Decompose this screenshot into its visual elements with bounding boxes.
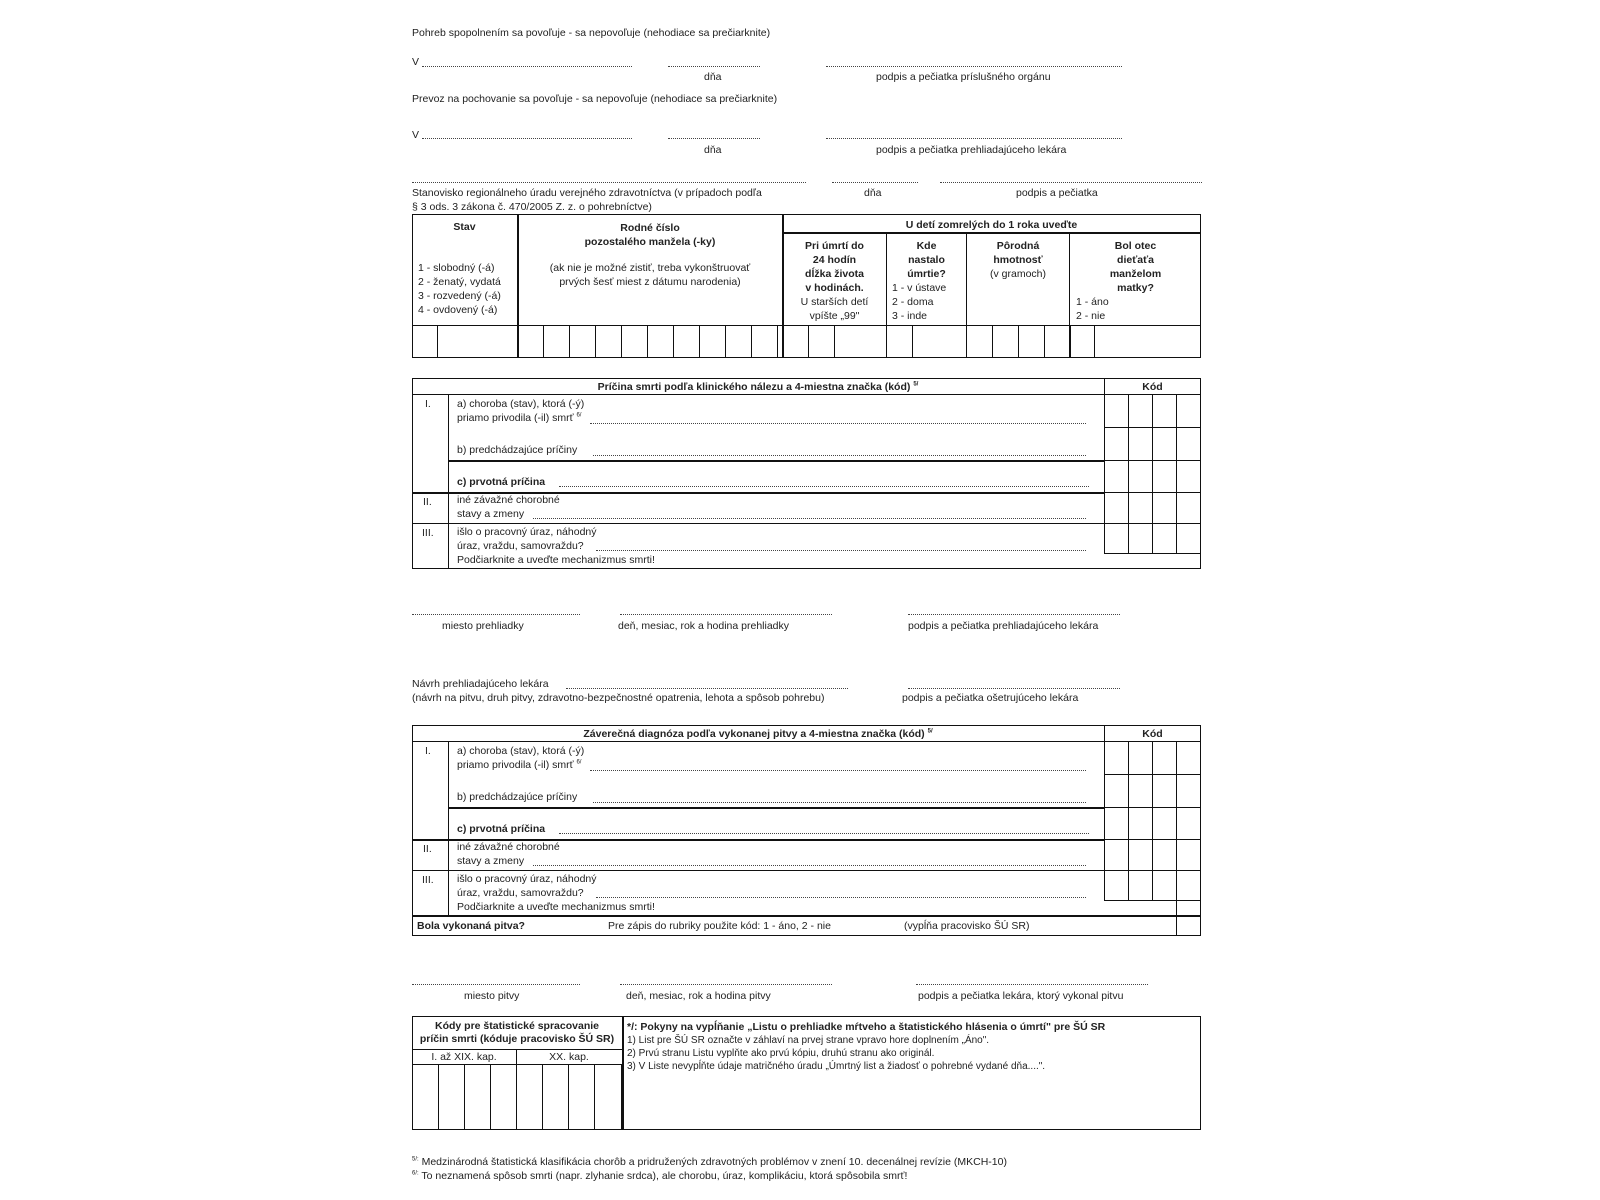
father-col-line: manželom: [1109, 268, 1162, 280]
cause-c-field[interactable]: [559, 833, 1089, 834]
autopsy-date-field[interactable]: [620, 984, 832, 985]
rc-digit-box[interactable]: [517, 325, 544, 358]
code-box[interactable]: [1152, 839, 1177, 871]
other-conditions-field[interactable]: [533, 865, 1086, 866]
code-box[interactable]: [1104, 839, 1129, 871]
weight-col-line: hmotnosť: [993, 254, 1043, 266]
hours-col-line: U starších detí: [800, 296, 869, 308]
rc-note-1: (ak nie je možné zistiť, treba vykonštruovať: [549, 262, 751, 274]
chapter-code-box[interactable]: [412, 1064, 439, 1130]
autopsy-filled-by: (vypĺňa pracovisko ŠÚ SR): [904, 920, 1030, 932]
chapter-xx-code-box[interactable]: [594, 1064, 622, 1130]
code-box[interactable]: [1176, 774, 1201, 808]
weight-col-line: (v gramoch): [989, 268, 1046, 280]
roman-numeral: I.: [425, 745, 431, 757]
signature-field[interactable]: [826, 138, 1122, 139]
rc-digit-box[interactable]: [543, 325, 570, 358]
date-label: dňa: [704, 144, 722, 156]
codes-title-2: príčin smrti (kóduje pracovisko ŠÚ SR): [419, 1033, 615, 1045]
signature-field[interactable]: [940, 182, 1202, 183]
cause-b-field[interactable]: [593, 455, 1086, 456]
chapter-xx-code-box[interactable]: [516, 1064, 543, 1130]
signature-doctor-label: podpis a pečiatka prehliadajúceho lekára: [876, 144, 1067, 156]
code-box[interactable]: [1128, 492, 1153, 524]
code-box[interactable]: [1152, 460, 1177, 493]
chapter-xx-code-box[interactable]: [568, 1064, 595, 1130]
cause-b-field[interactable]: [593, 802, 1086, 803]
weight-digit-box[interactable]: [992, 325, 1019, 358]
rc-digit-box[interactable]: [751, 325, 778, 358]
autopsy-place-field[interactable]: [412, 984, 580, 985]
code-box[interactable]: [1104, 460, 1129, 493]
chapter-xx-code-box[interactable]: [542, 1064, 569, 1130]
place-col-line: Kde: [916, 240, 937, 252]
cause-c-label: c) prvotná príčina: [457, 476, 546, 488]
other-conditions-line-1: iné závažné chorobné: [457, 494, 560, 506]
cause-a-line-1: a) choroba (stav), ktorá (-ý): [457, 745, 585, 757]
other-conditions-line-2: stavy a zmeny: [457, 855, 525, 867]
stav-option: 3 - rozvedený (-á): [418, 290, 501, 302]
weight-digit-box[interactable]: [966, 325, 993, 358]
instruction-item: 1) List pre ŠÚ SR označte v záhlaví na prvej strane vpravo hore doplnením „Áno".: [627, 1035, 990, 1046]
ruvz-line-1: Stanovisko regionálneho úradu verejného zdravotníctva (v prípadoch podľa: [412, 187, 762, 199]
chapter-code-box[interactable]: [438, 1064, 465, 1130]
code-box[interactable]: [1176, 870, 1201, 901]
code-box[interactable]: [1128, 427, 1153, 461]
ruvz-line-2: § 3 ods. 3 zákona č. 470/2005 Z. z. o pohrebníctve): [412, 201, 652, 213]
ruvz-field[interactable]: [412, 182, 806, 183]
transport-permission-line: Prevoz na pochovanie sa povoľuje - sa nepovoľuje (nehodiace sa prečiarknite): [412, 93, 778, 105]
cause-c-label: c) prvotná príčina: [457, 823, 546, 835]
code-box[interactable]: [1152, 774, 1177, 808]
roman-numeral: III.: [422, 527, 434, 539]
place-label: V: [412, 56, 420, 68]
footnote-5: $^{5/:}$ Medzinárodná štatistická klasifikácia chorôb a pridružených zdravotných problémov v znení 10. decenálnej revízie (MKCH-10): [412, 1156, 1007, 1168]
other-conditions-field[interactable]: [533, 518, 1086, 519]
code-column-header: Kód: [1142, 381, 1163, 393]
hours-col-line: 24 hodín: [812, 254, 857, 266]
instruction-item: 3) V Liste nevypĺňte údaje matričného úradu „Úmrtný list a žiadosť o pohrebné vydané dňa....".: [627, 1061, 1046, 1072]
other-conditions-line-1: iné závažné chorobné: [457, 841, 560, 853]
injury-field[interactable]: [596, 550, 1086, 551]
instruction-item: 2) Prvú stranu Listu vyplňte ako prvú kópiu, druhú stranu ako originál.: [627, 1048, 935, 1059]
cause-a-field[interactable]: [590, 423, 1086, 424]
code-column-header: Kód: [1142, 728, 1163, 740]
rc-header-1: Rodné číslo: [620, 222, 680, 234]
injury-line-2: úraz, vraždu, samovraždu?: [457, 540, 584, 552]
code-box[interactable]: [1152, 741, 1177, 775]
hours-col-line: v hodinách.: [805, 282, 864, 294]
place-code-box[interactable]: [886, 325, 913, 358]
autopsy-code-box[interactable]: [1176, 900, 1201, 936]
signature-field[interactable]: [826, 66, 1122, 67]
code-box[interactable]: [1176, 460, 1201, 493]
hours-col-line: vpíšte „99": [809, 310, 860, 322]
code-box[interactable]: [1176, 492, 1201, 524]
autopsy-question: Bola vykonaná pitva?: [417, 920, 525, 932]
roman-numeral: III.: [422, 874, 434, 886]
injury-line-1: išlo o pracovný úraz, náhodný: [457, 526, 597, 538]
autopsy-signature-label: podpis a pečiatka lekára, ktorý vykonal pitvu: [918, 990, 1124, 1002]
signature-stamp-label: podpis a pečiatka: [1016, 187, 1098, 199]
place-col-line: nastalo: [908, 254, 945, 266]
signature-organ-label: podpis a pečiatka príslušného orgánu: [876, 71, 1051, 83]
autopsy-date-label: deň, mesiac, rok a hodina pitvy: [626, 990, 771, 1002]
place-col-line: 3 - inde: [892, 310, 928, 322]
hours-col-line: dĺžka života: [805, 268, 864, 280]
place-col-line: úmrtie?: [907, 268, 946, 280]
cause-b-label: b) predchádzajúce príčiny: [457, 444, 578, 456]
codes-title-1: Kódy pre štatistické spracovanie: [435, 1020, 599, 1032]
rc-header-2: pozostalého manžela (-ky): [584, 236, 716, 248]
roman-numeral: I.: [425, 398, 431, 410]
code-box[interactable]: [1176, 427, 1201, 461]
place-col-line: 2 - doma: [892, 296, 934, 308]
date-label: dňa: [864, 187, 882, 199]
codes-col-2: XX. kap.: [549, 1051, 589, 1063]
code-box[interactable]: [1104, 523, 1129, 554]
place-field[interactable]: [422, 138, 632, 139]
injury-line-3: Podčiarknite a uveďte mechanizmus smrti!: [457, 901, 655, 913]
cause-a-line-2: priamo privodila (-il) smrť $^{6/}$: [457, 759, 582, 771]
code-box[interactable]: [1128, 807, 1153, 840]
rc-digit-box[interactable]: [595, 325, 622, 358]
code-box[interactable]: [1152, 427, 1177, 461]
chapter-code-box[interactable]: [490, 1064, 517, 1130]
father-code-box[interactable]: [1069, 325, 1095, 358]
autopsy-signature-field[interactable]: [916, 984, 1148, 985]
cause-a-line-1: a) choroba (stav), ktorá (-ý): [457, 398, 585, 410]
father-col-line: 1 - áno: [1076, 296, 1109, 308]
stav-option: 1 - slobodný (-á): [418, 262, 495, 274]
code-box[interactable]: [1152, 807, 1177, 840]
cause-b-label: b) predchádzajúce príčiny: [457, 791, 578, 803]
date-field[interactable]: [832, 182, 918, 183]
code-box[interactable]: [1176, 741, 1201, 775]
injury-field[interactable]: [596, 897, 1086, 898]
cause-c-field[interactable]: [559, 486, 1089, 487]
rc-digit-box[interactable]: [621, 325, 648, 358]
cause-a-field[interactable]: [590, 770, 1086, 771]
code-box[interactable]: [1128, 870, 1153, 901]
weight-digit-box[interactable]: [1044, 325, 1071, 358]
code-box[interactable]: [1128, 523, 1153, 554]
footnote-6: $^{6/:}$ To neznamená spôsob smrti (napr. zlyhanie srdca), ale chorobu, úraz, komplikáciu, ktorá spôsobila smrť!: [412, 1170, 908, 1182]
autopsy-code-note: Pre zápis do rubriky použite kód: 1 - áno, 2 - nie: [608, 920, 831, 932]
injury-line-1: išlo o pracovný úraz, náhodný: [457, 873, 597, 885]
rc-digit-box[interactable]: [673, 325, 700, 358]
code-box[interactable]: [1128, 839, 1153, 871]
treating-signature-label: podpis a pečiatka ošetrujúceho lekára: [902, 692, 1079, 704]
exam-signature-field[interactable]: [908, 614, 1120, 615]
code-box[interactable]: [1104, 492, 1129, 524]
code-box[interactable]: [1176, 807, 1201, 840]
proposal-note: (návrh na pitvu, druh pitvy, zdravotno-bezpečnostné opatrenia, lehota a spôsob pohrebu): [412, 692, 825, 704]
place-col-line: 1 - v ústave: [892, 282, 947, 294]
place-field[interactable]: [422, 66, 632, 67]
code-box[interactable]: [1104, 741, 1129, 775]
autopsy-place-label: miesto pitvy: [464, 990, 520, 1002]
code-box[interactable]: [1104, 774, 1129, 808]
exam-date-field[interactable]: [620, 614, 832, 615]
place-label: V: [412, 129, 420, 141]
code-box[interactable]: [1176, 839, 1201, 871]
cause-a-line-2: priamo privodila (-il) smrť $^{6/}$: [457, 412, 582, 424]
father-col-line: 2 - nie: [1076, 310, 1106, 322]
cause-table-header: Príčina smrti podľa klinického nálezu a 4-miestna značka (kód) $^{5/}$: [597, 381, 919, 393]
codes-col-1: I. až XIX. kap.: [431, 1051, 497, 1063]
code-box[interactable]: [1128, 460, 1153, 493]
roman-numeral: II.: [423, 843, 432, 855]
proposal-field[interactable]: [566, 688, 848, 689]
father-col-line: matky?: [1117, 282, 1154, 294]
code-box[interactable]: [1104, 870, 1129, 901]
exam-place-field[interactable]: [412, 614, 580, 615]
stav-header: Stav: [453, 221, 476, 233]
roman-numeral: II.: [423, 496, 432, 508]
father-col-line: dieťaťa: [1117, 254, 1154, 266]
chapter-code-box[interactable]: [464, 1064, 491, 1130]
stav-input-box[interactable]: [412, 325, 438, 358]
code-box[interactable]: [1176, 523, 1201, 554]
injury-line-3: Podčiarknite a uveďte mechanizmus smrti!: [457, 554, 655, 566]
date-field[interactable]: [668, 66, 760, 67]
other-conditions-line-2: stavy a zmeny: [457, 508, 525, 520]
hours-digit-box[interactable]: [808, 325, 835, 358]
code-box[interactable]: [1152, 394, 1177, 428]
date-label: dňa: [704, 71, 722, 83]
rc-digit-box[interactable]: [569, 325, 596, 358]
father-col-line: Bol otec: [1114, 240, 1157, 252]
code-box[interactable]: [1104, 427, 1129, 461]
exam-date-label: deň, mesiac, rok a hodina prehliadky: [618, 620, 790, 632]
code-box[interactable]: [1152, 523, 1177, 554]
code-box[interactable]: [1176, 394, 1201, 428]
rc-digit-box[interactable]: [699, 325, 726, 358]
rc-digit-box[interactable]: [647, 325, 674, 358]
rc-digit-box[interactable]: [725, 325, 752, 358]
code-box[interactable]: [1104, 807, 1129, 840]
children-header: U detí zomrelých do 1 roka uveďte: [905, 219, 1078, 231]
weight-col-line: Pôrodná: [996, 240, 1040, 252]
treating-signature-field[interactable]: [908, 688, 1120, 689]
exam-place-label: miesto prehliadky: [442, 620, 524, 632]
code-box[interactable]: [1128, 394, 1153, 428]
hours-digit-box[interactable]: [782, 325, 809, 358]
code-box[interactable]: [1152, 492, 1177, 524]
stav-option: 4 - ovdovený (-á): [418, 304, 498, 316]
proposal-label: Návrh prehliadajúceho lekára: [412, 678, 549, 690]
rc-note-2: prvých šesť miest z dátumu narodenia): [559, 276, 741, 288]
autopsy-table-header: Záverečná diagnóza podľa vykonanej pitvy a 4-miestna značka (kód) $^{5/}$: [583, 728, 933, 740]
funeral-permission-line: Pohreb spopolnením sa povoľuje - sa nepovoľuje (nehodiace sa prečiarknite): [412, 27, 771, 39]
date-field[interactable]: [668, 138, 760, 139]
exam-signature-label: podpis a pečiatka prehliadajúceho lekára: [908, 620, 1099, 632]
code-box[interactable]: [1128, 741, 1153, 775]
code-box[interactable]: [1128, 774, 1153, 808]
code-box[interactable]: [1104, 394, 1129, 428]
instructions-title: */: Pokyny na vypĺňanie „Listu o prehliadke mŕtveho a štatistického hlásenia o úmrtí" pre ŠÚ SR: [627, 1021, 1106, 1033]
code-box[interactable]: [1152, 870, 1177, 901]
hours-col-line: Pri úmrtí do: [805, 240, 864, 252]
stav-option: 2 - ženatý, vydatá: [418, 276, 501, 288]
injury-line-2: úraz, vraždu, samovraždu?: [457, 887, 584, 899]
weight-digit-box[interactable]: [1018, 325, 1045, 358]
